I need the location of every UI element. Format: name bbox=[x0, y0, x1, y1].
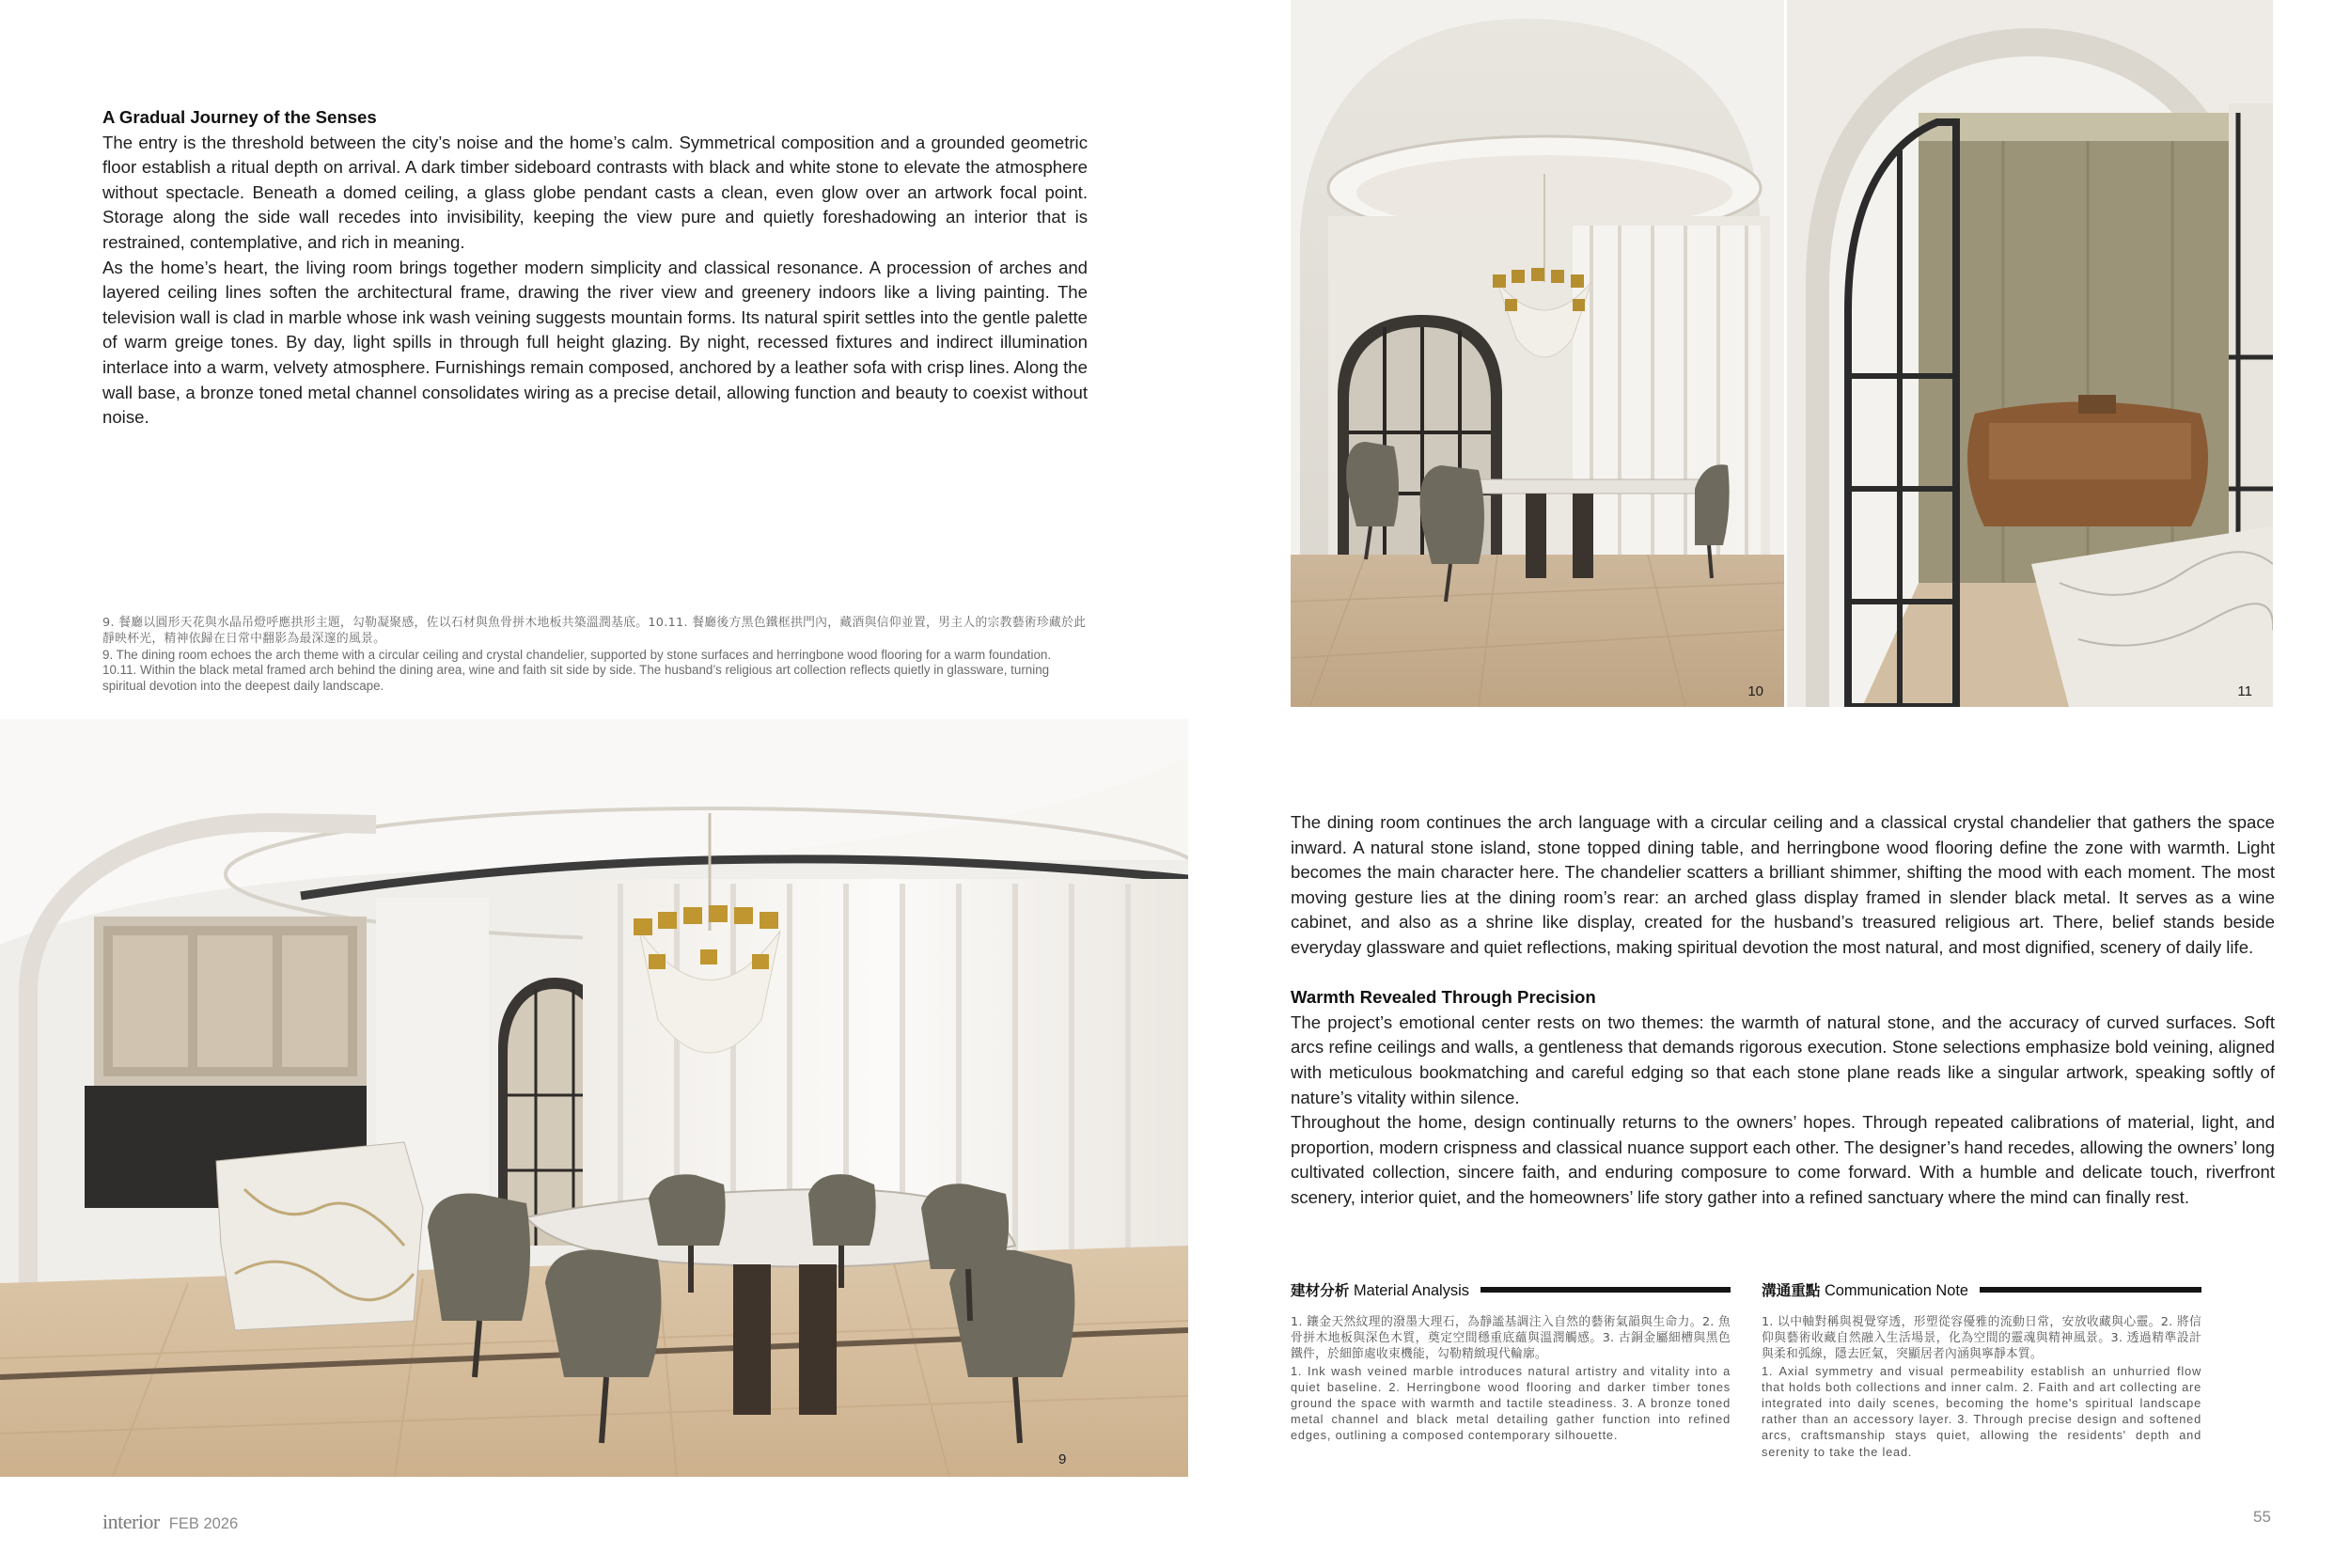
communication-note-box bbox=[1762, 1277, 2201, 1460]
caption-english: 9. The dining room echoes the arch theme with a circular ceiling and crystal chandelier, supported by stone surfaces and herringbone wood flooring for a warm foundation. 10.11. Within the black metal framed arch behind the dining area, wine and faith sit side by side. The husband’s religious art collection reflects quietly in glassware, turning spiritual devotion into the deepest daily landscape. bbox=[102, 647, 1052, 694]
communication-note-body bbox=[1762, 1314, 2201, 1460]
photo-dining-arch-chandelier bbox=[1291, 0, 1784, 707]
material-analysis-header bbox=[1291, 1277, 1731, 1303]
body-paragraph: The dining room continues the arch language with a circular ceiling and a classical crystal chandelier that gathers the space inward. A natural stone island, stone topped dining table, and herringbone wood flooring define the zone with warmth. Light becomes the main character here. The chandelier scatters a brilliant shimmer, shifting the mood with each moment. The most moving gesture lies at the dining room’s rear: an arched glass display framed in slender black metal. It serves as a wine cabinet, and also as a shrine like display, created for the husband’s treasured religious art. There, belief stands beside everyday glassware and quiet reflections, making spiritual devotion the most natural, and most dignified, scenery of daily life. bbox=[1291, 812, 2275, 957]
photo-number: 10 bbox=[1747, 683, 1763, 699]
page-number: 55 bbox=[2253, 1508, 2271, 1526]
section-heading: A Gradual Journey of the Senses bbox=[102, 107, 377, 127]
material-chinese: 1. 鑲金天然紋理的潑墨大理石，為靜謐基調注入自然的藝術氣韻與生命力。2. 魚骨拼木地板與深色木質，奠定空間穩重底蘊與溫潤觸感。3. 古銅金屬細槽與黑色鐵件，於細節處收束機能，勾勒精緻現代輪廓。 bbox=[1291, 1315, 1731, 1362]
material-english: 1. Ink wash veined marble introduces natural artistry and vitality into a quiet baseline. 2. Herringbone wood flooring and darker timber tones ground the space with warmth and tactile steadiness. 3. A bronze toned metal channel and black metal detailing gather function into refined edges, outlining a composed contemporary silhouette. bbox=[1291, 1363, 1731, 1443]
material-analysis-box bbox=[1291, 1277, 1731, 1444]
communication-note-title: 溝通重點 Communication Note bbox=[1762, 1282, 1968, 1299]
photo-dining-room bbox=[0, 719, 1188, 1477]
issue-date: FEB 2026 bbox=[168, 1515, 239, 1532]
material-analysis-body bbox=[1291, 1314, 1731, 1444]
photo-arched-glass-display bbox=[1787, 0, 2273, 707]
section-heading: Warmth Revealed Through Precision bbox=[1291, 987, 1596, 1008]
communication-chinese: 1. 以中軸對稱與視覺穿透，形塑從容優雅的流動日常，安放收藏與心靈。2. 將信仰與藝術收藏自然融入生活場景，化為空間的靈魂與精神風景。3. 透過精準設計與柔和弧線，隱去匠氣，突顯居者內涵與寧靜本質。 bbox=[1762, 1315, 2201, 1362]
photo-9-illustration bbox=[0, 719, 1188, 1477]
photo-10-illustration bbox=[1291, 0, 1784, 707]
communication-note-header bbox=[1762, 1277, 2201, 1303]
header-rule bbox=[1480, 1287, 1731, 1293]
photo-number: 11 bbox=[2237, 683, 2252, 699]
photo-caption bbox=[102, 616, 1088, 695]
article-section-precision bbox=[1291, 810, 2275, 1211]
body-paragraph: The project’s emotional center rests on two themes: the warmth of natural stone, and the accuracy of curved surfaces. Soft arcs refine ceilings and walls, a gentleness that demands rigorous execution. Stone selections emphasize bold veining, aligned with meticulous bookmatching and careful edging so that each stone plane reads like a singular artwork, speaking softly of nature’s vitality within silence. bbox=[1291, 1011, 2275, 1107]
body-paragraph: The entry is the threshold between the city’s noise and the home’s calm. Symmetrical composition and a grounded geometric floor establish a ritual depth on arrival. A dark timber sideboard contrasts with black and white stone to elevate the atmosphere without spectacle. Beneath a domed ceiling, a glass globe pendant casts a clean, even glow over an artwork focal point. Storage along the side wall recedes into invisibility, keeping the view pure and quietly foreshadowing an interior that is restrained, contemplative, and rich in meaning. bbox=[102, 132, 1088, 252]
photo-number: 9 bbox=[1058, 1451, 1067, 1467]
article-section-senses bbox=[102, 105, 1088, 431]
photo-11-illustration bbox=[1787, 0, 2273, 707]
header-rule bbox=[1980, 1287, 2201, 1293]
magazine-logo: interior bbox=[102, 1510, 160, 1533]
footer-masthead bbox=[102, 1510, 238, 1534]
caption-chinese: 9. 餐廳以圓形天花與水晶吊燈呼應拱形主題，勾勒凝聚感，佐以石材與魚骨拼木地板共築溫潤基底。10.11. 餐廳後方黑色鐵框拱門內，藏酒與信仰並置，男主人的宗教藝術珍藏於此靜映杯光，精神依歸在日常中翻影為最深邃的風景。 bbox=[102, 616, 1087, 646]
material-analysis-title: 建材分析 Material Analysis bbox=[1291, 1282, 1469, 1299]
communication-english: 1. Axial symmetry and visual permeability establish an unhurried flow that holds both collections and inner calm. 2. Faith and art collecting are integrated into daily scenes, becoming the home's spiritual landscape rather than an accessory layer. 3. Through precise design and softened arcs, craftsmanship stays quiet, allowing the residents' depth and serenity to take the lead. bbox=[1762, 1363, 2201, 1459]
body-paragraph: Throughout the home, design continually returns to the owners’ hopes. Through repeated calibrations of material, light, and proportion, modern crispness and classical nuance support each other. The designer’s hand recedes, allowing the owners’ long cultivated collection, sincere faith, and enduring composure to come forward. With a humble and delicate touch, riverfront scenery, interior quiet, and the homeowners’ life story gather into a refined sanctuary where the mind can finally rest. bbox=[1291, 1112, 2275, 1207]
body-paragraph: As the home’s heart, the living room brings together modern simplicity and classical resonance. A procession of arches and layered ceiling lines soften the architectural frame, drawing the river view and greenery indoors like a living painting. The television wall is clad in marble whose ink wash veining suggests mountain forms. Its natural spirit settles into the gentle palette of warm greige tones. By day, light spills in through full height glazing. By night, recessed fixtures and indirect illumination interlace into a warm, velvety atmosphere. Furnishings remain composed, anchored by a leather sofa with crisp lines. Along the wall base, a bronze toned metal channel consolidates wiring as a precise detail, allowing function and beauty to coexist without noise. bbox=[102, 257, 1088, 428]
